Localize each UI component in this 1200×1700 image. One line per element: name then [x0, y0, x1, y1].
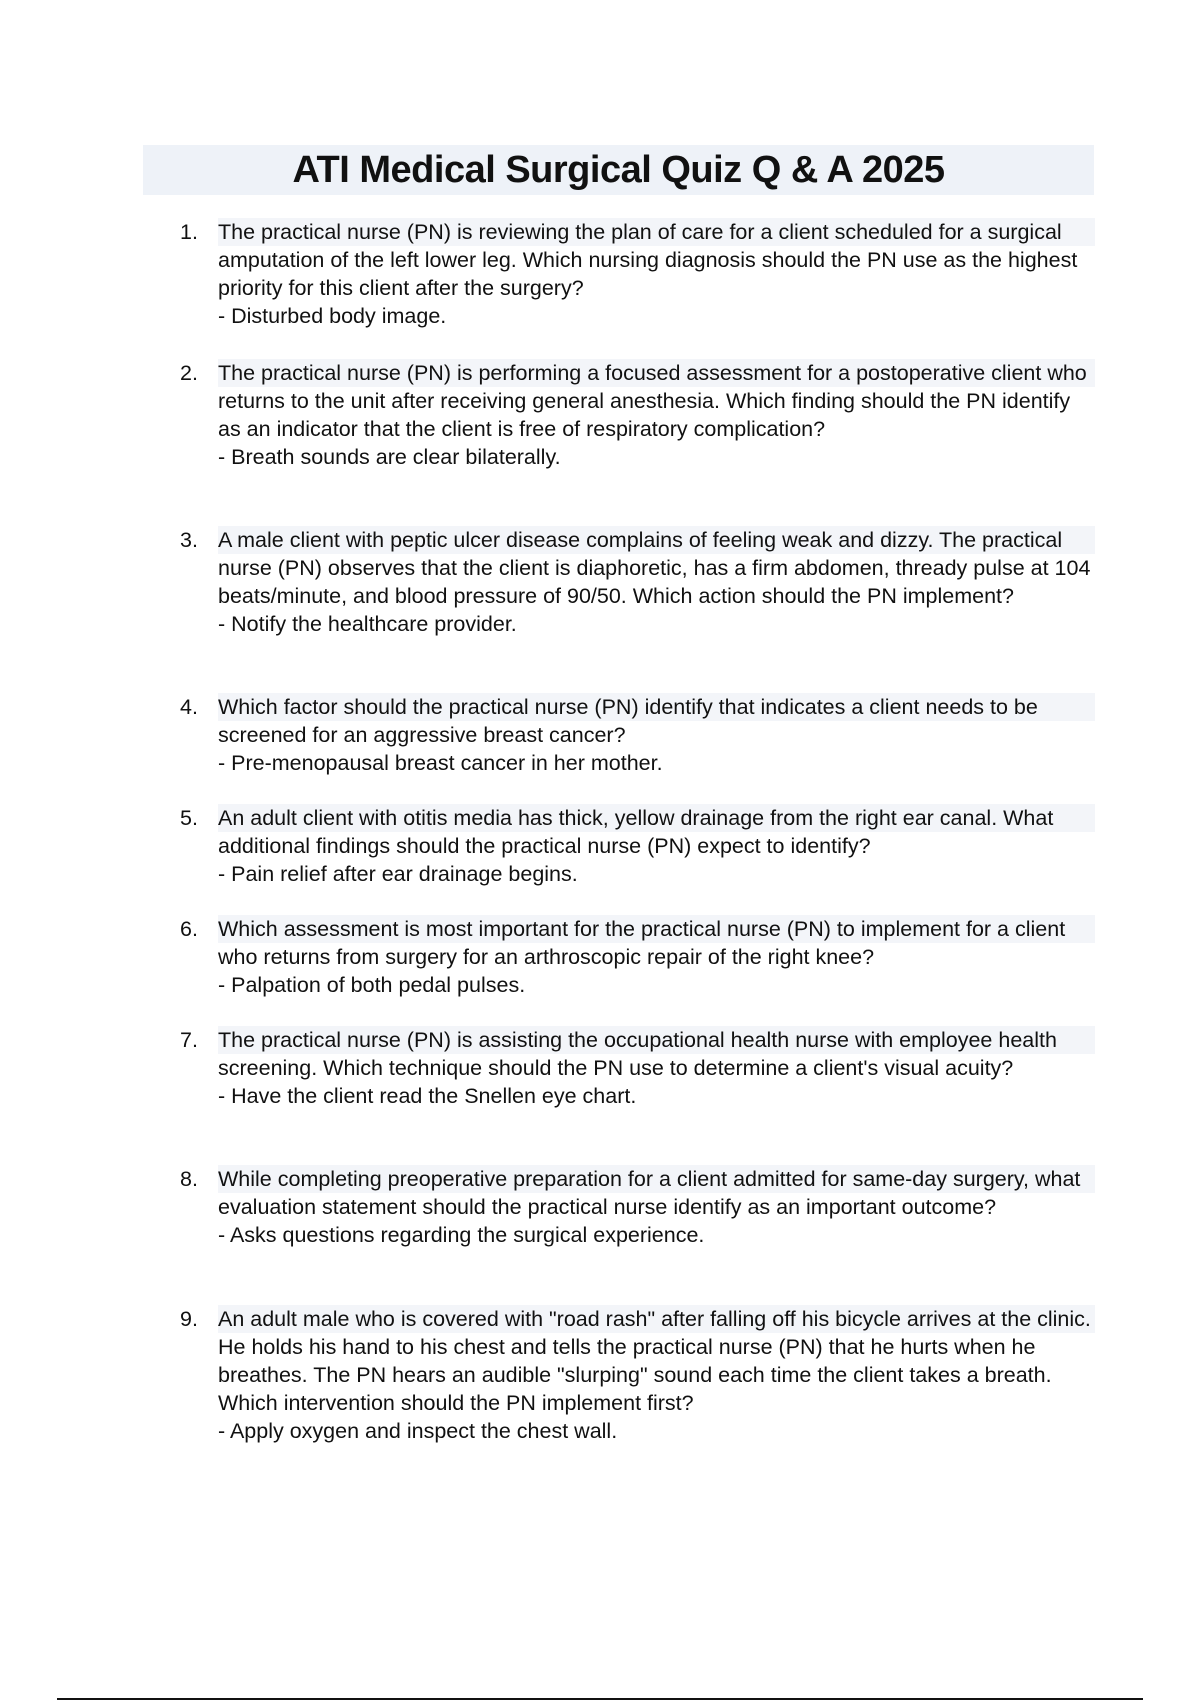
- question-number: 5.: [180, 806, 198, 830]
- question-body: [218, 359, 1095, 471]
- answer-text: - Have the client read the Snellen eye chart.: [218, 1084, 637, 1108]
- question-number: 8.: [180, 1167, 198, 1191]
- question-body: [218, 915, 1095, 999]
- question-body: [218, 526, 1095, 638]
- question-number: 4.: [180, 695, 198, 719]
- answer-text: - Pain relief after ear drainage begins.: [218, 862, 578, 886]
- question-text: A male client with peptic ulcer disease complains of feeling weak and dizzy. The practical nurse (PN) observes that the client is diaphoretic, has a firm abdomen, thready pulse at 104 beats/minute, and blood pressure of 90/50. Which action should the PN implement?: [218, 526, 1095, 610]
- question-text: An adult male who is covered with "road rash" after falling off his bicycle arrives at the clinic. He holds his hand to his chest and tells the practical nurse (PN) that he hurts when he breathes. The PN hears an audible "slurping" sound each time the client takes a breath. Which intervention should the PN implement first?: [218, 1305, 1095, 1417]
- question-body: [218, 1305, 1095, 1445]
- question-body: [218, 804, 1095, 888]
- question-number: 7.: [180, 1028, 198, 1052]
- question-text: Which assessment is most important for the practical nurse (PN) to implement for a client who returns from surgery for an arthroscopic repair of the right knee?: [218, 915, 1095, 971]
- question-number: 6.: [180, 917, 198, 941]
- answer-text: - Disturbed body image.: [218, 304, 447, 328]
- question-number: 1.: [180, 220, 198, 244]
- question-text: While completing preoperative preparation for a client admitted for same-day surgery, what evaluation statement should the practical nurse identify as an important outcome?: [218, 1165, 1095, 1221]
- answer-text: - Pre-menopausal breast cancer in her mother.: [218, 751, 663, 775]
- question-text: Which factor should the practical nurse (PN) identify that indicates a client needs to be screened for an aggressive breast cancer?: [218, 693, 1095, 749]
- question-body: [218, 1165, 1095, 1249]
- question-text: The practical nurse (PN) is reviewing the plan of care for a client scheduled for a surgical amputation of the left lower leg. Which nursing diagnosis should the PN use as the highest priority for this client after the surgery?: [218, 218, 1095, 302]
- question-text: The practical nurse (PN) is assisting the occupational health nurse with employee health screening. Which technique should the PN use to determine a client's visual acuity?: [218, 1026, 1095, 1082]
- answer-text: - Palpation of both pedal pulses.: [218, 973, 526, 997]
- page-title: ATI Medical Surgical Quiz Q & A 2025: [292, 149, 945, 191]
- question-number: 9.: [180, 1307, 198, 1331]
- question-text: The practical nurse (PN) is performing a focused assessment for a postoperative client who returns to the unit after receiving general anesthesia. Which finding should the PN identify as an indicator that the client is free of respiratory complication?: [218, 359, 1095, 443]
- question-text: An adult client with otitis media has thick, yellow drainage from the right ear canal. What additional findings should the practical nurse (PN) expect to identify?: [218, 804, 1095, 860]
- answer-text: - Notify the healthcare provider.: [218, 612, 517, 636]
- answer-text: - Breath sounds are clear bilaterally.: [218, 445, 561, 469]
- question-body: [218, 1026, 1095, 1110]
- answer-text: - Apply oxygen and inspect the chest wall.: [218, 1419, 618, 1443]
- question-body: [218, 693, 1095, 777]
- question-number: 2.: [180, 361, 198, 385]
- question-number: 3.: [180, 528, 198, 552]
- question-body: [218, 218, 1095, 330]
- answer-text: - Asks questions regarding the surgical experience.: [218, 1223, 705, 1247]
